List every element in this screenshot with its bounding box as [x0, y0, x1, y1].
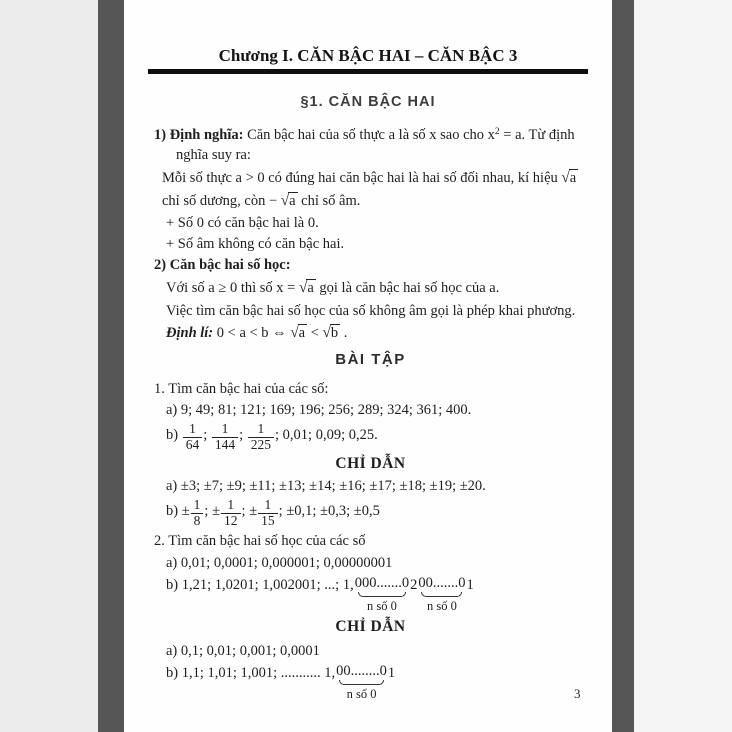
underbrace-label: n số 0 — [426, 599, 457, 614]
text-run: < — [307, 325, 323, 341]
text-run: b) 1,21; 1,0201; 1,002001; ...; 1, — [166, 577, 354, 594]
underbrace-digits: 000.......0 — [354, 575, 410, 592]
definition-line-2 — [154, 145, 587, 165]
radicand: a — [298, 325, 306, 341]
arithmetic-root-line-2 — [154, 301, 587, 321]
text-run: 0 < a < b ⇔ — [216, 325, 291, 341]
property-line-1 — [154, 168, 587, 188]
fraction-denominator: 8 — [193, 512, 201, 528]
text-run: + Số âm không có căn bậc hai. — [166, 236, 345, 252]
fraction-denominator: 15 — [261, 512, 275, 528]
hint-1a — [154, 476, 587, 496]
text-run: ; ±0,1; ±0,3; ±0,5 — [278, 502, 380, 519]
text-run: 2 — [410, 577, 418, 594]
chapter-header: Chương I. CĂN BẬC HAI – CĂN BẬC 3 — [218, 46, 518, 65]
exercise-1a — [154, 400, 587, 420]
exercise-1-title — [154, 379, 587, 399]
underbrace-digits: 00.......0 — [418, 575, 466, 592]
radicand: a — [289, 193, 296, 209]
exercises-heading — [154, 350, 587, 370]
fraction — [258, 498, 278, 529]
sqrt-expression — [281, 191, 298, 211]
fraction-denominator: 12 — [224, 512, 238, 528]
underbrace-group — [355, 575, 409, 615]
fraction-denominator: 144 — [214, 436, 236, 452]
fraction — [248, 422, 274, 453]
hint-heading-2 — [154, 617, 587, 637]
underbrace-group — [336, 663, 387, 703]
underbrace-group — [418, 575, 465, 615]
theorem-line — [154, 323, 587, 343]
text-run: . — [340, 325, 348, 341]
radical-sign: √ — [561, 169, 570, 186]
radicand: a — [307, 280, 314, 296]
text-run: chỉ số âm. — [297, 193, 361, 209]
text-run: CHỈ DẪN — [335, 618, 406, 636]
sqrt-expression — [323, 323, 341, 343]
text-run: b) ± — [166, 502, 190, 519]
property-line-2 — [154, 191, 587, 211]
left-margin-area — [0, 0, 98, 732]
text-run: b) — [166, 426, 182, 443]
hint-heading-1 — [154, 454, 587, 474]
fraction-numerator: 1 — [183, 422, 203, 438]
underbrace-digits: 00........0 — [336, 663, 387, 680]
exercise-1b — [154, 422, 587, 453]
hint-2a — [154, 641, 587, 661]
fraction-numerator: 1 — [248, 422, 274, 438]
document-page — [124, 0, 612, 732]
text-run: b) 1,1; 1,01; 1,001; ........... 1, — [166, 665, 336, 682]
section-title: §1. CĂN BẬC HAI — [300, 94, 436, 110]
arithmetic-root-line-1 — [154, 278, 587, 298]
text-run: Với số a ≥ 0 thì số x = — [166, 280, 299, 296]
right-binding-strip — [612, 0, 634, 732]
fraction-denominator: 225 — [250, 436, 272, 452]
text-run: 2. Tìm căn bậc hai số học của các số — [154, 533, 366, 550]
hint-2b — [154, 663, 587, 703]
text-run: Việc tìm căn bậc hai số học của số không âm gọi là phép khai phương. — [166, 303, 576, 319]
radicand: b — [330, 325, 339, 341]
text-run: = a. Từ định — [499, 127, 575, 143]
fraction-denominator: 64 — [185, 436, 200, 452]
fraction-numerator: 1 — [212, 422, 238, 438]
definition-line-1 — [154, 122, 587, 145]
text-run: 1. Tìm căn bậc hai của các số: — [154, 381, 329, 397]
exercise-2a — [154, 553, 587, 573]
property-line-3 — [154, 213, 587, 233]
exercise-2-title — [154, 531, 587, 551]
superscript-exponent: 2 — [494, 127, 500, 137]
radical-sign: √ — [322, 324, 331, 341]
underbrace-label: n số 0 — [346, 687, 377, 702]
property-line-4 — [154, 234, 587, 254]
radicand: a — [569, 170, 577, 186]
left-binding-strip — [98, 0, 124, 732]
text-run: Căn bậc hai của số thực a là số x sao cho x — [247, 127, 495, 143]
fraction-numerator: 1 — [258, 498, 278, 514]
text-run: ; — [203, 426, 211, 443]
text-run: ; ± — [241, 502, 258, 519]
sqrt-expression — [561, 168, 578, 188]
text-run: ; 0,01; 0,09; 0,25. — [275, 426, 378, 443]
text-run: CHỈ DẪN — [335, 454, 406, 472]
fraction-numerator: 1 — [191, 498, 204, 514]
page-content — [154, 122, 587, 703]
fraction — [212, 422, 238, 453]
text-run: BÀI TẬP — [335, 351, 406, 368]
text-run: ; — [239, 426, 247, 443]
text-run: 1 — [387, 665, 396, 682]
text-run-bold-italic: Định lí: — [166, 325, 217, 341]
text-run: a) 0,1; 0,01; 0,001; 0,0001 — [166, 643, 320, 660]
arithmetic-root-heading — [154, 255, 587, 275]
right-margin-area — [634, 0, 732, 732]
fraction — [191, 498, 204, 529]
text-run: + Số 0 có căn bậc hai là 0. — [166, 215, 319, 231]
sqrt-expression — [299, 278, 316, 298]
header-rule — [148, 69, 588, 74]
page-number: 3 — [574, 686, 581, 701]
text-run: 1 — [466, 577, 474, 594]
fraction — [183, 422, 203, 453]
text-run: a) 9; 49; 81; 121; 169; 196; 256; 289; 324; 361; 400. — [166, 402, 472, 418]
sqrt-expression — [290, 323, 307, 343]
text-run: a) 0,01; 0,0001; 0,000001; 0,00000001 — [166, 555, 393, 572]
text-run: gọi là căn bậc hai số học của a. — [315, 280, 500, 296]
text-run: a) ±3; ±7; ±9; ±11; ±13; ±14; ±16; ±17; ±18; ±19; ±20. — [166, 477, 486, 494]
text-run-bold: 1) Định nghĩa: — [154, 127, 248, 143]
text-run: nghĩa suy ra: — [176, 147, 251, 163]
exercise-2b — [154, 575, 587, 615]
radical-sign: √ — [290, 324, 299, 341]
text-run: Mỗi số thực a > 0 có đúng hai căn bậc hai là hai số đối nhau, kí hiệu — [162, 170, 562, 186]
radical-sign: √ — [298, 279, 308, 296]
text-run: ; ± — [204, 502, 221, 519]
hint-1b — [154, 498, 587, 529]
text-run-bold: 2) Căn bậc hai số học: — [154, 257, 291, 273]
fraction — [221, 498, 241, 529]
underbrace-label: n số 0 — [366, 599, 397, 614]
fraction-numerator: 1 — [221, 498, 241, 514]
text-run: chỉ số dương, còn − — [162, 193, 281, 209]
radical-sign: √ — [280, 192, 290, 209]
